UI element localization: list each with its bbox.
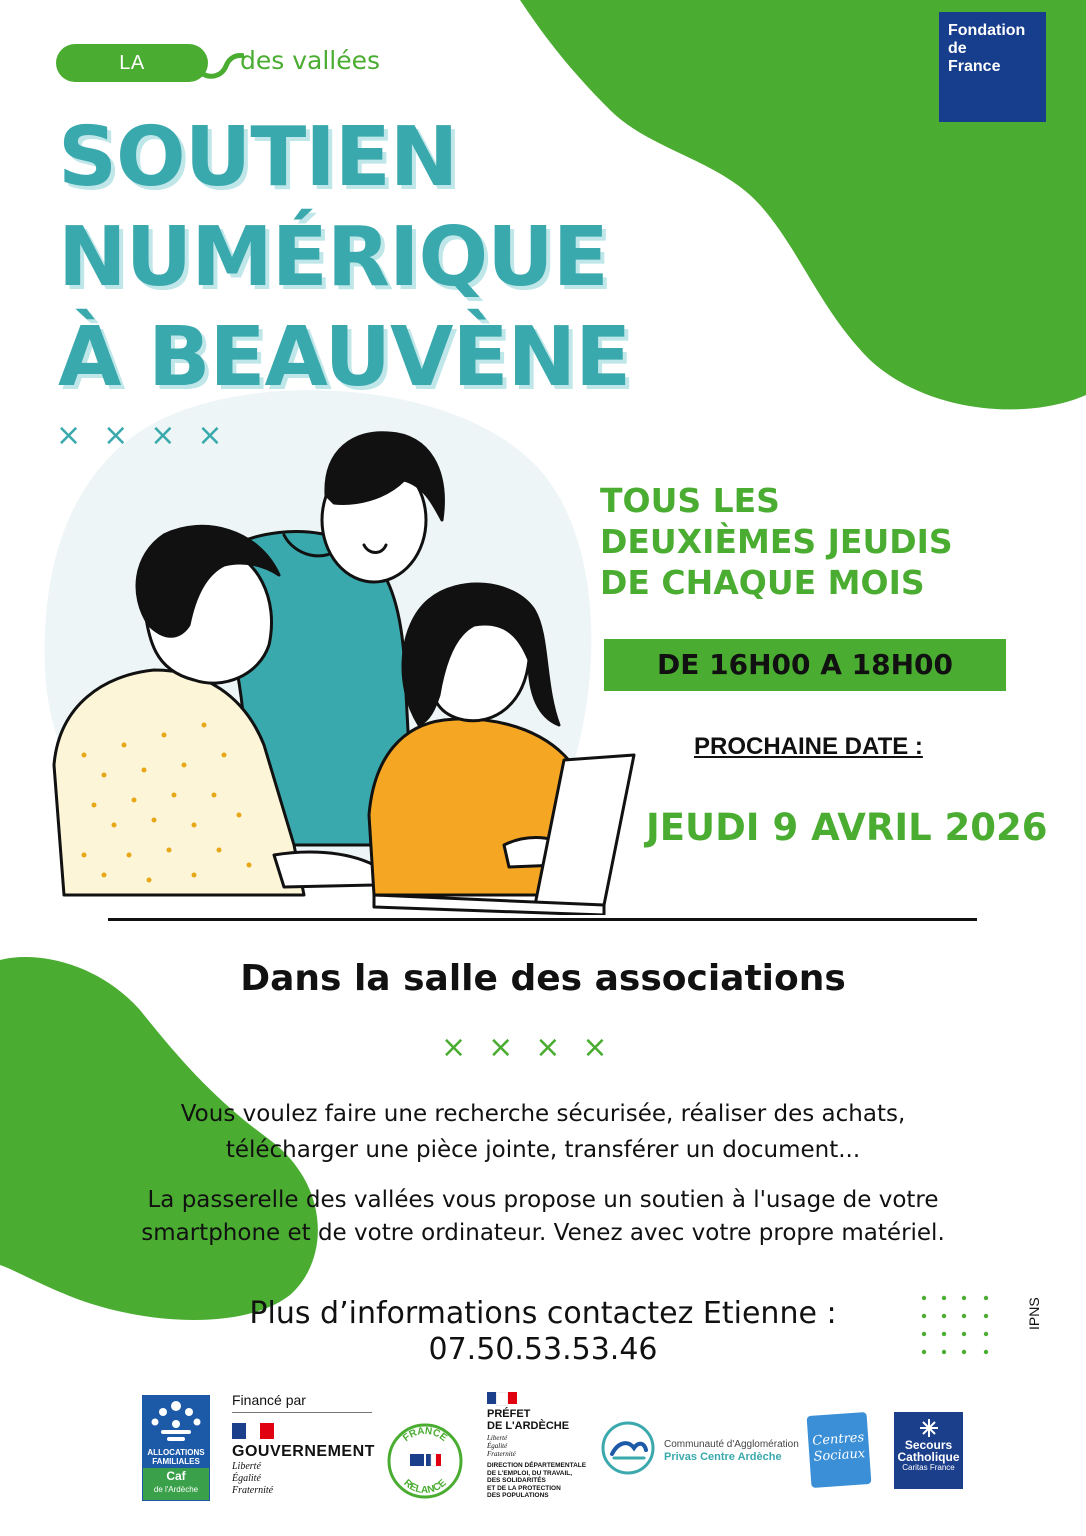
direction-line: DES SOLIDARITÉS bbox=[487, 1477, 546, 1484]
agglo-emblem-icon bbox=[600, 1420, 656, 1476]
description-paragraph-2 bbox=[0, 1184, 1086, 1250]
schedule-line-3: DE CHAQUE MOIS bbox=[600, 563, 925, 602]
caf-name: Caf bbox=[166, 1469, 186, 1483]
title-line-1: SOUTIEN bbox=[58, 110, 458, 205]
next-date-value: JEUDI 9 AVRIL 2026 bbox=[646, 806, 1048, 849]
french-flag-icon bbox=[487, 1392, 517, 1404]
direction-line: DIRECTION DÉPARTEMENTALE bbox=[487, 1462, 587, 1469]
prefet-title-line: PRÉFET bbox=[487, 1408, 531, 1420]
prefet-direction bbox=[487, 1462, 593, 1500]
secours-sub: Caritas France bbox=[902, 1463, 955, 1472]
republic-motto bbox=[232, 1461, 372, 1497]
fondation-de-france-logo bbox=[939, 12, 1046, 122]
prefet-title bbox=[487, 1408, 593, 1432]
motto-line: Égalité bbox=[232, 1473, 261, 1484]
schedule-line-1: TOUS LES bbox=[600, 481, 780, 520]
title-line-3: À BEAUVÈNE bbox=[58, 310, 631, 405]
cross-emblem-icon bbox=[918, 1417, 940, 1439]
motto-line: Fraternité bbox=[487, 1450, 516, 1458]
centres-line: Centres bbox=[811, 1430, 865, 1449]
motto-line: Fraternité bbox=[232, 1485, 274, 1496]
centres-line: Sociaux bbox=[813, 1446, 866, 1465]
agglo-line-2: Privas Centre Ardèche bbox=[664, 1451, 782, 1463]
section-divider bbox=[108, 918, 977, 921]
secours-line: Secours bbox=[904, 1438, 953, 1452]
contact-line: Plus d’informations contactez Etienne : bbox=[249, 1296, 837, 1331]
financed-by-block bbox=[232, 1392, 375, 1497]
description-paragraph-1 bbox=[0, 1096, 1086, 1168]
hours-banner: DE 16H00 A 18H00 bbox=[604, 639, 1006, 691]
fondation-line: Fondation bbox=[948, 22, 1026, 39]
agglo-line-1: Communauté d'Agglomération bbox=[664, 1439, 799, 1450]
prefet-motto bbox=[487, 1434, 593, 1458]
schedule-heading bbox=[600, 480, 953, 603]
fondation-line: de bbox=[948, 40, 967, 57]
caf-people-icon bbox=[143, 1396, 209, 1448]
description-line: La passerelle des vallées vous propose un soutien à l'usage de votre bbox=[147, 1187, 939, 1213]
logo-des-vallees: des vallées bbox=[240, 46, 381, 75]
direction-line: DES POPULATIONS bbox=[487, 1492, 549, 1499]
agglo-text bbox=[664, 1438, 799, 1464]
gouvernement-label: GOUVERNEMENT bbox=[232, 1443, 375, 1460]
logo-swoosh-icon bbox=[200, 40, 244, 80]
caf-region: de l'Ardèche bbox=[153, 1485, 199, 1494]
direction-line: ET DE LA PROTECTION bbox=[487, 1484, 561, 1492]
title-line-2: NUMÉRIQUE bbox=[58, 210, 608, 305]
phone-number[interactable]: 07.50.53.53.46 bbox=[428, 1332, 658, 1367]
secours-line: Catholique bbox=[897, 1450, 960, 1464]
description-line: Vous voulez faire une recherche sécurisée, réaliser des achats, bbox=[180, 1101, 906, 1127]
relance-bottom-text: RELANCE bbox=[401, 1477, 449, 1497]
france-relance-logo bbox=[386, 1422, 464, 1500]
description-line: télécharger une pièce jointe, transférer un document... bbox=[225, 1137, 861, 1163]
centres-sociaux-logo bbox=[807, 1412, 872, 1488]
caf-logo bbox=[142, 1395, 210, 1501]
next-date-label: PROCHAINE DATE : bbox=[694, 733, 923, 760]
fondation-line: France bbox=[948, 58, 1001, 75]
page-title bbox=[58, 108, 630, 408]
direction-line: DE L'EMPLOI, DU TRAVAIL, bbox=[487, 1469, 573, 1477]
schedule-line-2: DEUXIÈMES JEUDIS bbox=[600, 522, 953, 561]
motto-line: Égalité bbox=[487, 1442, 508, 1450]
people-at-laptop-illustration bbox=[44, 425, 644, 915]
caf-label: ALLOCATIONS FAMILIALES bbox=[147, 1448, 205, 1466]
caf-name-block bbox=[143, 1468, 209, 1500]
financed-by-rule bbox=[232, 1412, 372, 1413]
decorative-crosses-top: ×××× bbox=[56, 418, 245, 453]
decorative-crosses-middle: ×××× bbox=[441, 1030, 630, 1065]
secours-catholique-logo bbox=[894, 1412, 963, 1489]
ipns-mark: IPNS bbox=[1026, 1297, 1042, 1330]
motto-line: Liberté bbox=[487, 1434, 508, 1442]
logo-passerelle-pill: LA PASSERELLE bbox=[56, 44, 208, 82]
prefet-title-line: DE L'ARDÈCHE bbox=[487, 1420, 570, 1432]
financed-by-label: Financé par bbox=[232, 1392, 306, 1408]
venue-heading: Dans la salle des associations bbox=[240, 958, 846, 999]
agglo-privas-logo bbox=[600, 1418, 800, 1478]
motto-line: Liberté bbox=[232, 1461, 261, 1472]
prefet-ardeche-logo bbox=[487, 1392, 593, 1500]
decorative-dots-grid bbox=[920, 1294, 992, 1358]
french-flag-icon bbox=[232, 1423, 274, 1439]
description-line: smartphone et de votre ordinateur. Venez avec votre propre matériel. bbox=[141, 1220, 945, 1246]
relance-top-text: FRANCE bbox=[401, 1425, 449, 1444]
